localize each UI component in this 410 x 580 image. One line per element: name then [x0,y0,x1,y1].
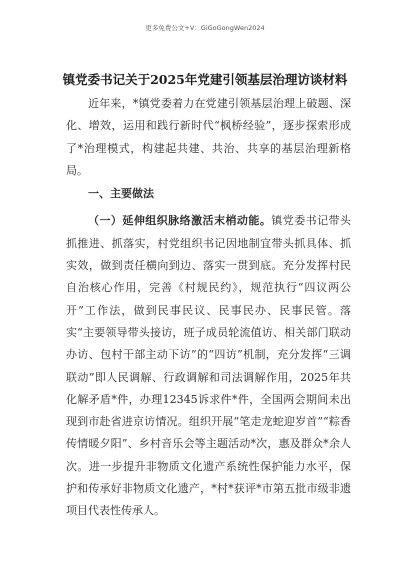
item-lead: （一）延伸组织脉络激活末梢动能。 [88,214,272,228]
document-title: 镇党委书记关于2025年党建引领基层治理访谈材料 [62,72,348,87]
item-body: 镇党委书记带头抓推进、抓落实，村党组织书记因地制宜带头抓具体、抓实效，做到责任横向到边、落实一贯到底。充分发挥村民自治核心作用，完善《村规民约》，规范执行“四议两公开”工作法，做到民事民议、民事民办、民事民管。落实“主要领导带头接访，班子成员轮流值访、相关部门联动办访、包村干部主动下访”的“四访”机制，充分发挥“三调联动”即人民调解、行政调解和司法调解作用，2025年共化解矛盾*件，办理12345诉求件*件，全国两会期间未出现到市赴省进京访情况。组织开展“笔走龙蛇迎岁首”“粽香传情暖夕阳”、乡村音乐会等主题活动*次，惠及群众*余人次。进一步提升非物质文化遗产系统性保护能力水平，保护和传承好非物质文化遗产，*村*获评*市第五批市级非遗项目代表性传承人。 [66,214,352,518]
document-body [66,93,351,523]
item-paragraph [66,210,351,522]
section-heading: 一、主要做法 [88,187,154,201]
watermark-text: 更多免费公文+V：GiGoGongWen2024 [145,24,265,32]
intro-paragraph: 近年来，*镇党委着力在党建引领基层治理上破题、深化、增效，运用和践行新时代“枫桥经验”，逐步探索形成了*治理模式，构建起共建、共治、共享的基层治理新格局。 [66,97,351,177]
